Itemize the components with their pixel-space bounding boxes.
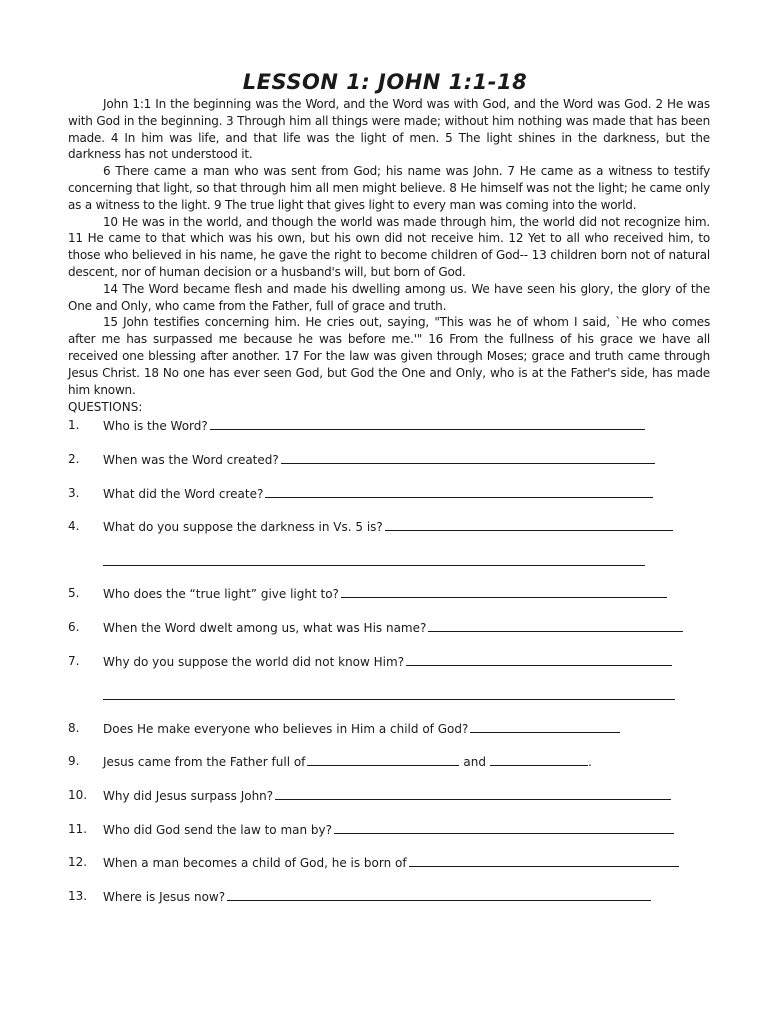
question-number: 12. [68,855,88,869]
lesson-title: LESSON 1: JOHN 1:1-18 [242,70,528,94]
answer-blank[interactable] [341,585,667,598]
question-number: 8. [68,721,80,735]
question-number: 1. [68,418,80,432]
question-label: When the Word dwelt among us, what was His name? [103,621,427,635]
question-number: 6. [68,620,80,634]
question-text [103,417,645,434]
question-text [103,753,592,770]
answer-blank[interactable] [409,854,679,867]
question-label-end: . [587,755,592,769]
passage-paragraph: John 1:1 In the beginning was the Word, and the Word was with God, and the Word was God. 2 He was with God in the beginning. 3 Through him all things were made; without him nothing was made that has been made. 4 In him was life, and that life was the light of men. 5 The light shines in the darkness, but the darkness has not understood it. [68,97,710,162]
question-label-middle: and [463,755,486,769]
question-number: 13. [68,889,88,903]
answer-line[interactable] [103,565,645,566]
scripture-passage [68,96,710,398]
question-label: Why do you suppose the world did not know Him? [103,655,405,669]
question-label: When was the Word created? [103,453,279,467]
answer-blank[interactable] [265,485,653,498]
question-text [103,585,667,602]
answer-blank[interactable] [406,653,672,666]
question-number: 4. [68,519,80,533]
question-text [103,720,620,737]
question-label: Who did God send the law to man by? [103,823,332,837]
answer-blank[interactable] [334,821,674,834]
answer-blank[interactable] [385,518,673,531]
question-text [103,854,679,871]
passage-paragraph: 14 The Word became flesh and made his dwelling among us. We have seen his glory, the glory of the One and Only, who came from the Father, full of grace and truth. [68,281,710,313]
question-number: 11. [68,822,88,836]
question-number: 5. [68,586,80,600]
question-label: Does He make everyone who believes in Him a child of God? [103,722,469,736]
question-label: What do you suppose the darkness in Vs. 5 is? [103,520,383,534]
question-label: When a man becomes a child of God, he is born of [103,856,407,870]
questions-heading: QUESTIONS: [68,400,143,414]
question-number: 9. [68,754,80,768]
question-text [103,787,671,804]
answer-blank-1[interactable] [307,753,459,766]
passage-paragraph: 6 There came a man who was sent from God; his name was John. 7 He came as a witness to testify concerning that light, so that through him all men might believe. 8 He himself was not the light; he came only as a witness to the light. 9 The true light that gives light to every man was coming into the world. [68,164,710,212]
question-label: Jesus came from the Father full of [103,755,306,769]
question-label: Who does the “true light” give light to? [103,587,339,601]
question-text [103,485,653,502]
question-text [103,888,651,905]
question-number: 7. [68,654,80,668]
question-text [103,653,672,670]
question-label: Where is Jesus now? [103,890,226,904]
question-label: What did the Word create? [103,487,264,501]
passage-paragraph: 10 He was in the world, and though the world was made through him, the world did not recognize him. 11 He came to that which was his own, but his own did not receive him. 12 Yet to all who received him, to those who believed in his name, he gave the right to become children of God-- 13 children born not of natural descent, nor of human decision or a husband's will, but born of God. [68,214,710,279]
answer-blank[interactable] [470,720,620,733]
question-text [103,451,655,468]
question-number: 10. [68,788,88,802]
answer-blank[interactable] [210,417,645,430]
question-label: Why did Jesus surpass John? [103,789,274,803]
answer-blank[interactable] [281,451,655,464]
passage-paragraph: 15 John testifies concerning him. He cries out, saying, "This was he of whom I said, `He who comes after me has surpassed me because he was before me.'" 16 From the fullness of his grace we have all received one blessing after another. 17 For the law was given through Moses; grace and truth came through Jesus Christ. 18 No one has ever seen God, but God the One and Only, who is at the Father's side, has made him known. [68,315,710,397]
answer-blank[interactable] [227,888,651,901]
question-text [103,821,674,838]
question-number: 2. [68,452,80,466]
question-text [103,518,673,535]
question-number: 3. [68,486,80,500]
answer-blank[interactable] [428,619,683,632]
question-text [103,619,683,636]
question-label: Who is the Word? [103,419,208,433]
answer-line[interactable] [103,699,675,700]
answer-blank[interactable] [275,787,671,800]
answer-blank-2[interactable] [490,753,588,766]
